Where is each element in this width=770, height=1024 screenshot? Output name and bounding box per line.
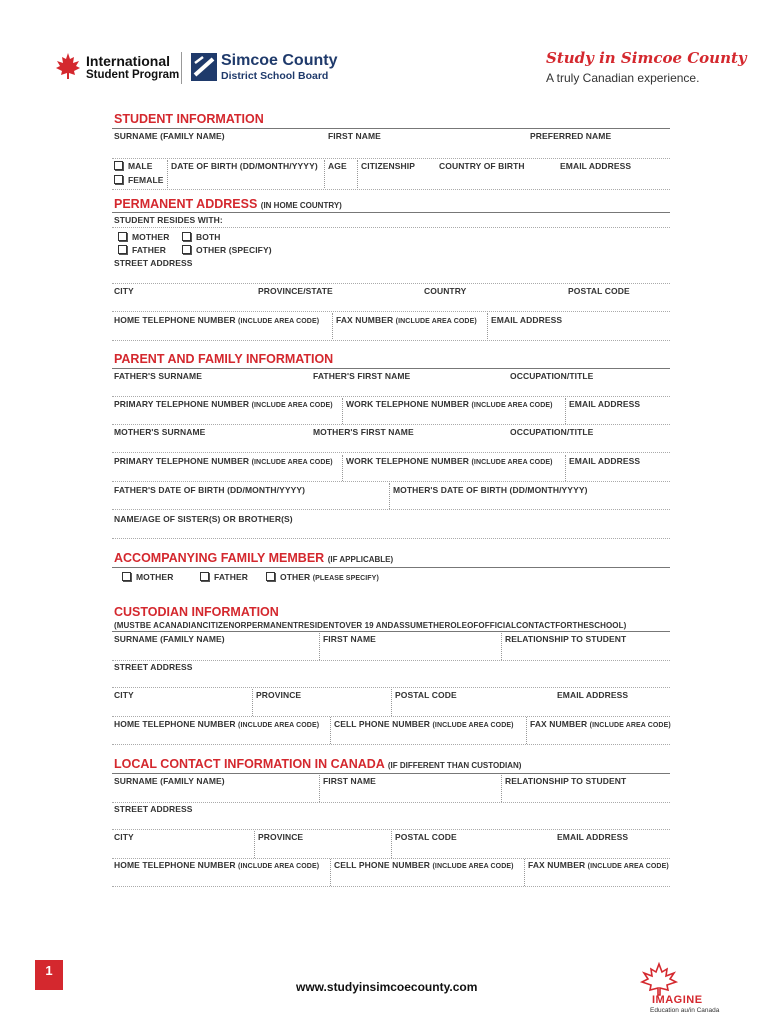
area-code-note: (INCLUDE AREA CODE) — [395, 318, 477, 325]
mother-label: MOTHER — [136, 572, 174, 582]
home-tel-label — [114, 315, 319, 325]
field-divider — [330, 717, 331, 744]
relationship-label: RELATIONSHIP TO STUDENT — [505, 776, 627, 786]
area-code-note: (INCLUDE AREA CODE) — [589, 722, 671, 729]
area-code-note: (INCLUDE AREA CODE) — [251, 402, 333, 409]
imagine-logo-text: IMAGINE — [652, 994, 703, 1006]
occupation-label: OCCUPATION/TITLE — [510, 427, 594, 437]
section-title-accompanying — [114, 551, 393, 565]
area-code-note: (INCLUDE AREA CODE) — [432, 722, 514, 729]
divider — [112, 212, 670, 213]
home-tel-text: HOME TELEPHONE NUMBER — [114, 719, 236, 729]
field-line — [112, 687, 670, 688]
field-divider — [167, 160, 168, 188]
area-code-note: (INCLUDE AREA CODE) — [238, 863, 320, 870]
field-divider — [319, 633, 320, 660]
field-divider — [524, 859, 525, 886]
imagine-tagline: Education au/in Canada — [650, 1007, 720, 1014]
fax-text: FAX NUMBER — [336, 315, 394, 325]
field-line — [112, 189, 670, 190]
father-label: FATHER — [214, 572, 248, 582]
other-option[interactable] — [182, 245, 272, 255]
both-label: BOTH — [196, 232, 221, 242]
section-title-permanent-address — [114, 197, 342, 211]
checkbox-icon[interactable] — [182, 245, 191, 254]
area-code-note: (INCLUDE AREA CODE) — [471, 402, 553, 409]
mother-first-label: MOTHER'S FIRST NAME — [313, 427, 414, 437]
checkbox-icon[interactable] — [118, 245, 127, 254]
checkbox-icon[interactable] — [182, 232, 191, 241]
street-label: STREET ADDRESS — [114, 662, 193, 672]
field-divider — [342, 398, 343, 424]
field-line — [112, 660, 670, 661]
field-divider — [487, 313, 488, 339]
divider — [112, 128, 670, 129]
fax-text: FAX NUMBER — [528, 860, 586, 870]
section-title-local-contact — [114, 757, 521, 771]
field-divider — [324, 160, 325, 188]
website-link[interactable]: www.studyinsimcoecounty.com — [296, 980, 478, 994]
father-dob-label: FATHER'S DATE OF BIRTH (DD/MONTH/YYYY) — [114, 485, 306, 495]
city-label: CITY — [114, 690, 134, 700]
both-option[interactable] — [182, 232, 220, 242]
postal-label: POSTAL CODE — [395, 690, 457, 700]
field-divider — [391, 689, 392, 716]
citizenship-label: CITIZENSHIP — [361, 161, 415, 171]
work-tel-text: WORK TELEPHONE NUMBER — [346, 456, 469, 466]
checkbox-icon[interactable] — [114, 161, 123, 170]
field-line — [112, 227, 670, 228]
age-label: AGE — [328, 161, 347, 171]
field-divider — [501, 633, 502, 660]
fax-label — [530, 719, 671, 729]
field-divider — [342, 455, 343, 481]
field-line — [112, 509, 670, 510]
siblings-label: NAME/AGE OF SISTER(S) OR BROTHER(S) — [114, 514, 293, 524]
postal-label: POSTAL CODE — [568, 286, 630, 296]
email-label: EMAIL ADDRESS — [569, 456, 641, 466]
section-title-parent: PARENT AND FAMILY INFORMATION — [114, 352, 334, 366]
field-divider — [254, 831, 255, 858]
field-divider — [330, 859, 331, 886]
divider — [112, 773, 670, 774]
father-first-label: FATHER'S FIRST NAME — [313, 371, 411, 381]
area-code-note: (INCLUDE AREA CODE) — [238, 318, 320, 325]
maple-leaf-icon — [54, 52, 82, 80]
field-line — [112, 716, 670, 717]
divider — [112, 631, 670, 632]
work-tel-text: WORK TELEPHONE NUMBER — [346, 399, 469, 409]
area-code-note: (INCLUDE AREA CODE) — [587, 863, 669, 870]
dob-label: DATE OF BIRTH (DD/MONTH/YYYY) — [171, 161, 318, 171]
primary-tel-text: PRIMARY TELEPHONE NUMBER — [114, 456, 250, 466]
field-line — [112, 481, 670, 482]
mother-dob-label: MOTHER'S DATE OF BIRTH (DD/MONTH/YYYY) — [393, 485, 588, 495]
fax-label — [528, 860, 669, 870]
province-label: PROVINCE — [258, 832, 304, 842]
field-line — [112, 858, 670, 859]
accompany-other-option[interactable] — [266, 572, 379, 582]
first-name-label: FIRST NAME — [323, 776, 376, 786]
primary-tel-label — [114, 399, 333, 409]
field-line — [112, 802, 670, 803]
cell-label — [334, 719, 514, 729]
cell-label — [334, 860, 514, 870]
female-option[interactable] — [114, 175, 164, 185]
surname-label: SURNAME (FAMILY NAME) — [114, 776, 225, 786]
first-name-label: FIRST NAME — [328, 131, 381, 141]
primary-tel-text: PRIMARY TELEPHONE NUMBER — [114, 399, 250, 409]
cell-text: CELL PHONE NUMBER — [334, 719, 430, 729]
field-divider — [526, 717, 527, 744]
home-tel-label — [114, 719, 319, 729]
other-label: OTHER (SPECIFY) — [196, 245, 272, 255]
home-tel-label — [114, 860, 319, 870]
postal-label: POSTAL CODE — [395, 832, 457, 842]
province-label: PROVINCE — [256, 690, 302, 700]
accompany-father-option[interactable] — [200, 572, 248, 582]
home-tel-text: HOME TELEPHONE NUMBER — [114, 860, 236, 870]
email-label: EMAIL ADDRESS — [491, 315, 563, 325]
field-line — [112, 886, 670, 887]
country-label: COUNTRY — [424, 286, 467, 296]
field-line — [112, 283, 670, 284]
section-title-text: PERMANENT ADDRESS — [114, 197, 258, 211]
area-code-note: (INCLUDE AREA CODE) — [251, 459, 333, 466]
relationship-label: RELATIONSHIP TO STUDENT — [505, 634, 627, 644]
field-divider — [357, 160, 358, 188]
preferred-name-label: PREFERRED NAME — [530, 131, 612, 141]
checkbox-icon[interactable] — [118, 232, 127, 241]
father-label: FATHER — [132, 245, 166, 255]
checkbox-icon[interactable] — [200, 572, 209, 581]
email-label: EMAIL ADDRESS — [557, 832, 629, 842]
field-divider — [389, 483, 390, 509]
male-label: MALE — [128, 161, 153, 171]
study-tagline: A truly Canadian experience. — [546, 71, 700, 85]
field-divider — [332, 313, 333, 339]
scdsb-logo-icon — [191, 53, 217, 81]
street-label: STREET ADDRESS — [114, 804, 193, 814]
section-title-note: (IN HOME COUNTRY) — [260, 201, 342, 210]
work-tel-label — [346, 456, 553, 466]
fax-label — [336, 315, 477, 325]
surname-label: SURNAME (FAMILY NAME) — [114, 634, 225, 644]
field-line — [112, 452, 670, 453]
father-option[interactable] — [118, 245, 166, 255]
section-title-text: ACCOMPANYING FAMILY MEMBER — [114, 551, 325, 565]
other-note: (PLEASE SPECIFY) — [312, 575, 379, 582]
field-line — [112, 311, 670, 312]
resides-with-label: STUDENT RESIDES WITH: — [114, 215, 223, 225]
section-title-note: (IF DIFFERENT THAN CUSTODIAN) — [387, 761, 522, 770]
isp-title: International — [86, 53, 171, 69]
first-name-label: FIRST NAME — [323, 634, 376, 644]
home-tel-text: HOME TELEPHONE NUMBER — [114, 315, 236, 325]
field-line — [112, 829, 670, 830]
email-label: EMAIL ADDRESS — [569, 399, 641, 409]
checkbox-icon[interactable] — [266, 572, 275, 581]
male-option[interactable] — [114, 161, 152, 171]
cell-text: CELL PHONE NUMBER — [334, 860, 430, 870]
female-label: FEMALE — [128, 175, 164, 185]
divider — [112, 567, 670, 568]
logo-divider — [181, 52, 182, 84]
checkbox-icon[interactable] — [122, 572, 131, 581]
occupation-label: OCCUPATION/TITLE — [510, 371, 594, 381]
field-divider — [565, 398, 566, 424]
checkbox-icon[interactable] — [114, 175, 123, 184]
father-surname-label: FATHER'S SURNAME — [114, 371, 202, 381]
field-divider — [565, 455, 566, 481]
surname-label: SURNAME (FAMILY NAME) — [114, 131, 225, 141]
field-line — [112, 340, 670, 341]
fax-text: FAX NUMBER — [530, 719, 588, 729]
scdsb-subtitle: District School Board — [221, 70, 329, 82]
field-divider — [252, 689, 253, 716]
section-title-student: STUDENT INFORMATION — [114, 112, 264, 126]
mother-surname-label: MOTHER'S SURNAME — [114, 427, 206, 437]
field-line — [112, 424, 670, 425]
mother-label: MOTHER — [132, 232, 170, 242]
mother-option[interactable] — [118, 232, 169, 242]
scdsb-title: Simcoe County — [221, 52, 338, 69]
area-code-note: (INCLUDE AREA CODE) — [471, 459, 553, 466]
city-label: CITY — [114, 832, 134, 842]
field-divider — [319, 775, 320, 802]
section-title-text: LOCAL CONTACT INFORMATION IN CANADA — [114, 757, 385, 771]
accompany-mother-option[interactable] — [122, 572, 173, 582]
country-of-birth-label: COUNTRY OF BIRTH — [439, 161, 525, 171]
area-code-note: (INCLUDE AREA CODE) — [432, 863, 514, 870]
field-line — [112, 158, 670, 159]
section-title-custodian: CUSTODIAN INFORMATION — [114, 605, 279, 619]
imagine-leaf-icon — [636, 962, 682, 996]
page-number: 1 — [35, 960, 63, 990]
isp-subtitle: Student Program — [86, 69, 180, 81]
study-title: Study in Simcoe County — [546, 49, 747, 67]
province-label: PROVINCE/STATE — [258, 286, 333, 296]
other-label: OTHER — [280, 572, 311, 582]
work-tel-label — [346, 399, 553, 409]
city-label: CITY — [114, 286, 134, 296]
field-divider — [501, 775, 502, 802]
field-divider — [391, 831, 392, 858]
field-line — [112, 396, 670, 397]
divider — [112, 368, 670, 369]
email-label: EMAIL ADDRESS — [557, 690, 629, 700]
field-line — [112, 744, 670, 745]
custodian-note: (MUSTBE ACANADIANCITIZENORPERMANENTRESIDENTOVER 19 ANDASSUMETHEROLEOFOFFICIALCONTACTFORTHESCHOOL) — [114, 621, 627, 630]
email-label: EMAIL ADDRESS — [560, 161, 632, 171]
street-label: STREET ADDRESS — [114, 258, 193, 268]
area-code-note: (INCLUDE AREA CODE) — [238, 722, 320, 729]
field-line — [112, 538, 670, 539]
section-title-note: (IF APPLICABLE) — [327, 555, 394, 564]
primary-tel-label — [114, 456, 333, 466]
